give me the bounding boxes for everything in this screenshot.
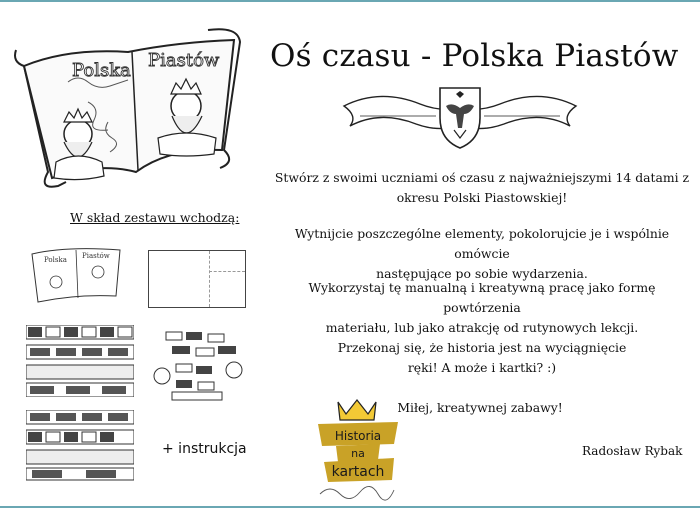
eagle-shield-icon xyxy=(440,88,480,148)
paragraph-2-line-1: Wytnijcie poszczególne elementy, pokolorujcie je i wspólnie omówcie xyxy=(294,226,670,261)
scroll-illustration xyxy=(8,22,248,192)
thumb-scroll-page xyxy=(26,244,126,306)
logo-word-1: Historia xyxy=(334,429,382,443)
handwritten-signature xyxy=(320,486,394,500)
paragraph-4-line-2: ręki! A może i kartki? :) xyxy=(407,360,557,375)
thumb-caption-right: Piastów xyxy=(82,252,110,260)
plus-instruction: + instrukcja xyxy=(162,441,247,457)
scroll-caption-left: Polska xyxy=(72,60,131,81)
paragraph-1-line-2: okresu Polski Piastowskiej! xyxy=(396,190,568,205)
author-signature: Radosław Rybak xyxy=(582,444,683,458)
paragraph-5-line-1: Miłej, kreatywnej zabawy! xyxy=(397,400,563,415)
thumb-timeline-strips-1 xyxy=(26,325,134,397)
page-title: Oś czasu - Polska Piastów xyxy=(270,38,679,74)
thumb-blank-sheet xyxy=(148,250,246,308)
top-frame-line xyxy=(0,0,700,2)
banner-eagle-shield xyxy=(340,82,580,152)
thumb-assembled-timeline xyxy=(152,330,244,402)
paragraph-2 xyxy=(272,224,692,284)
paragraph-3-line-2: materiału, lub jako atrakcję od rutynowych lekcji. xyxy=(325,320,639,335)
thumb-caption-left: Polska xyxy=(44,256,67,264)
bottom-frame-line xyxy=(0,506,700,508)
logo-word-3: kartach xyxy=(331,464,385,480)
paragraph-1 xyxy=(272,168,692,208)
logo-word-2: na xyxy=(351,447,365,460)
paragraph-1-line-1: Stwórz z swoimi uczniami oś czasu z najważniejszymi 14 datami z xyxy=(274,170,690,185)
contents-heading: W skład zestawu wchodzą: xyxy=(70,210,240,225)
paragraph-2-line-2: następujące po sobie wydarzenia. xyxy=(376,266,588,281)
thumb-timeline-strips-2 xyxy=(26,410,134,482)
paragraph-3 xyxy=(272,278,692,338)
historia-na-kartach-logo xyxy=(310,398,405,506)
paragraph-4-line-1: Przekonaj się, że historia jest na wyciągnięcie xyxy=(337,340,627,355)
scroll-caption-right: Piastów xyxy=(148,50,220,71)
paragraph-3-line-1: Wykorzystaj tę manualną i kreatywną pracę jako formę powtórzenia xyxy=(308,280,656,315)
paragraph-4 xyxy=(272,338,692,378)
crown-icon xyxy=(338,400,376,420)
